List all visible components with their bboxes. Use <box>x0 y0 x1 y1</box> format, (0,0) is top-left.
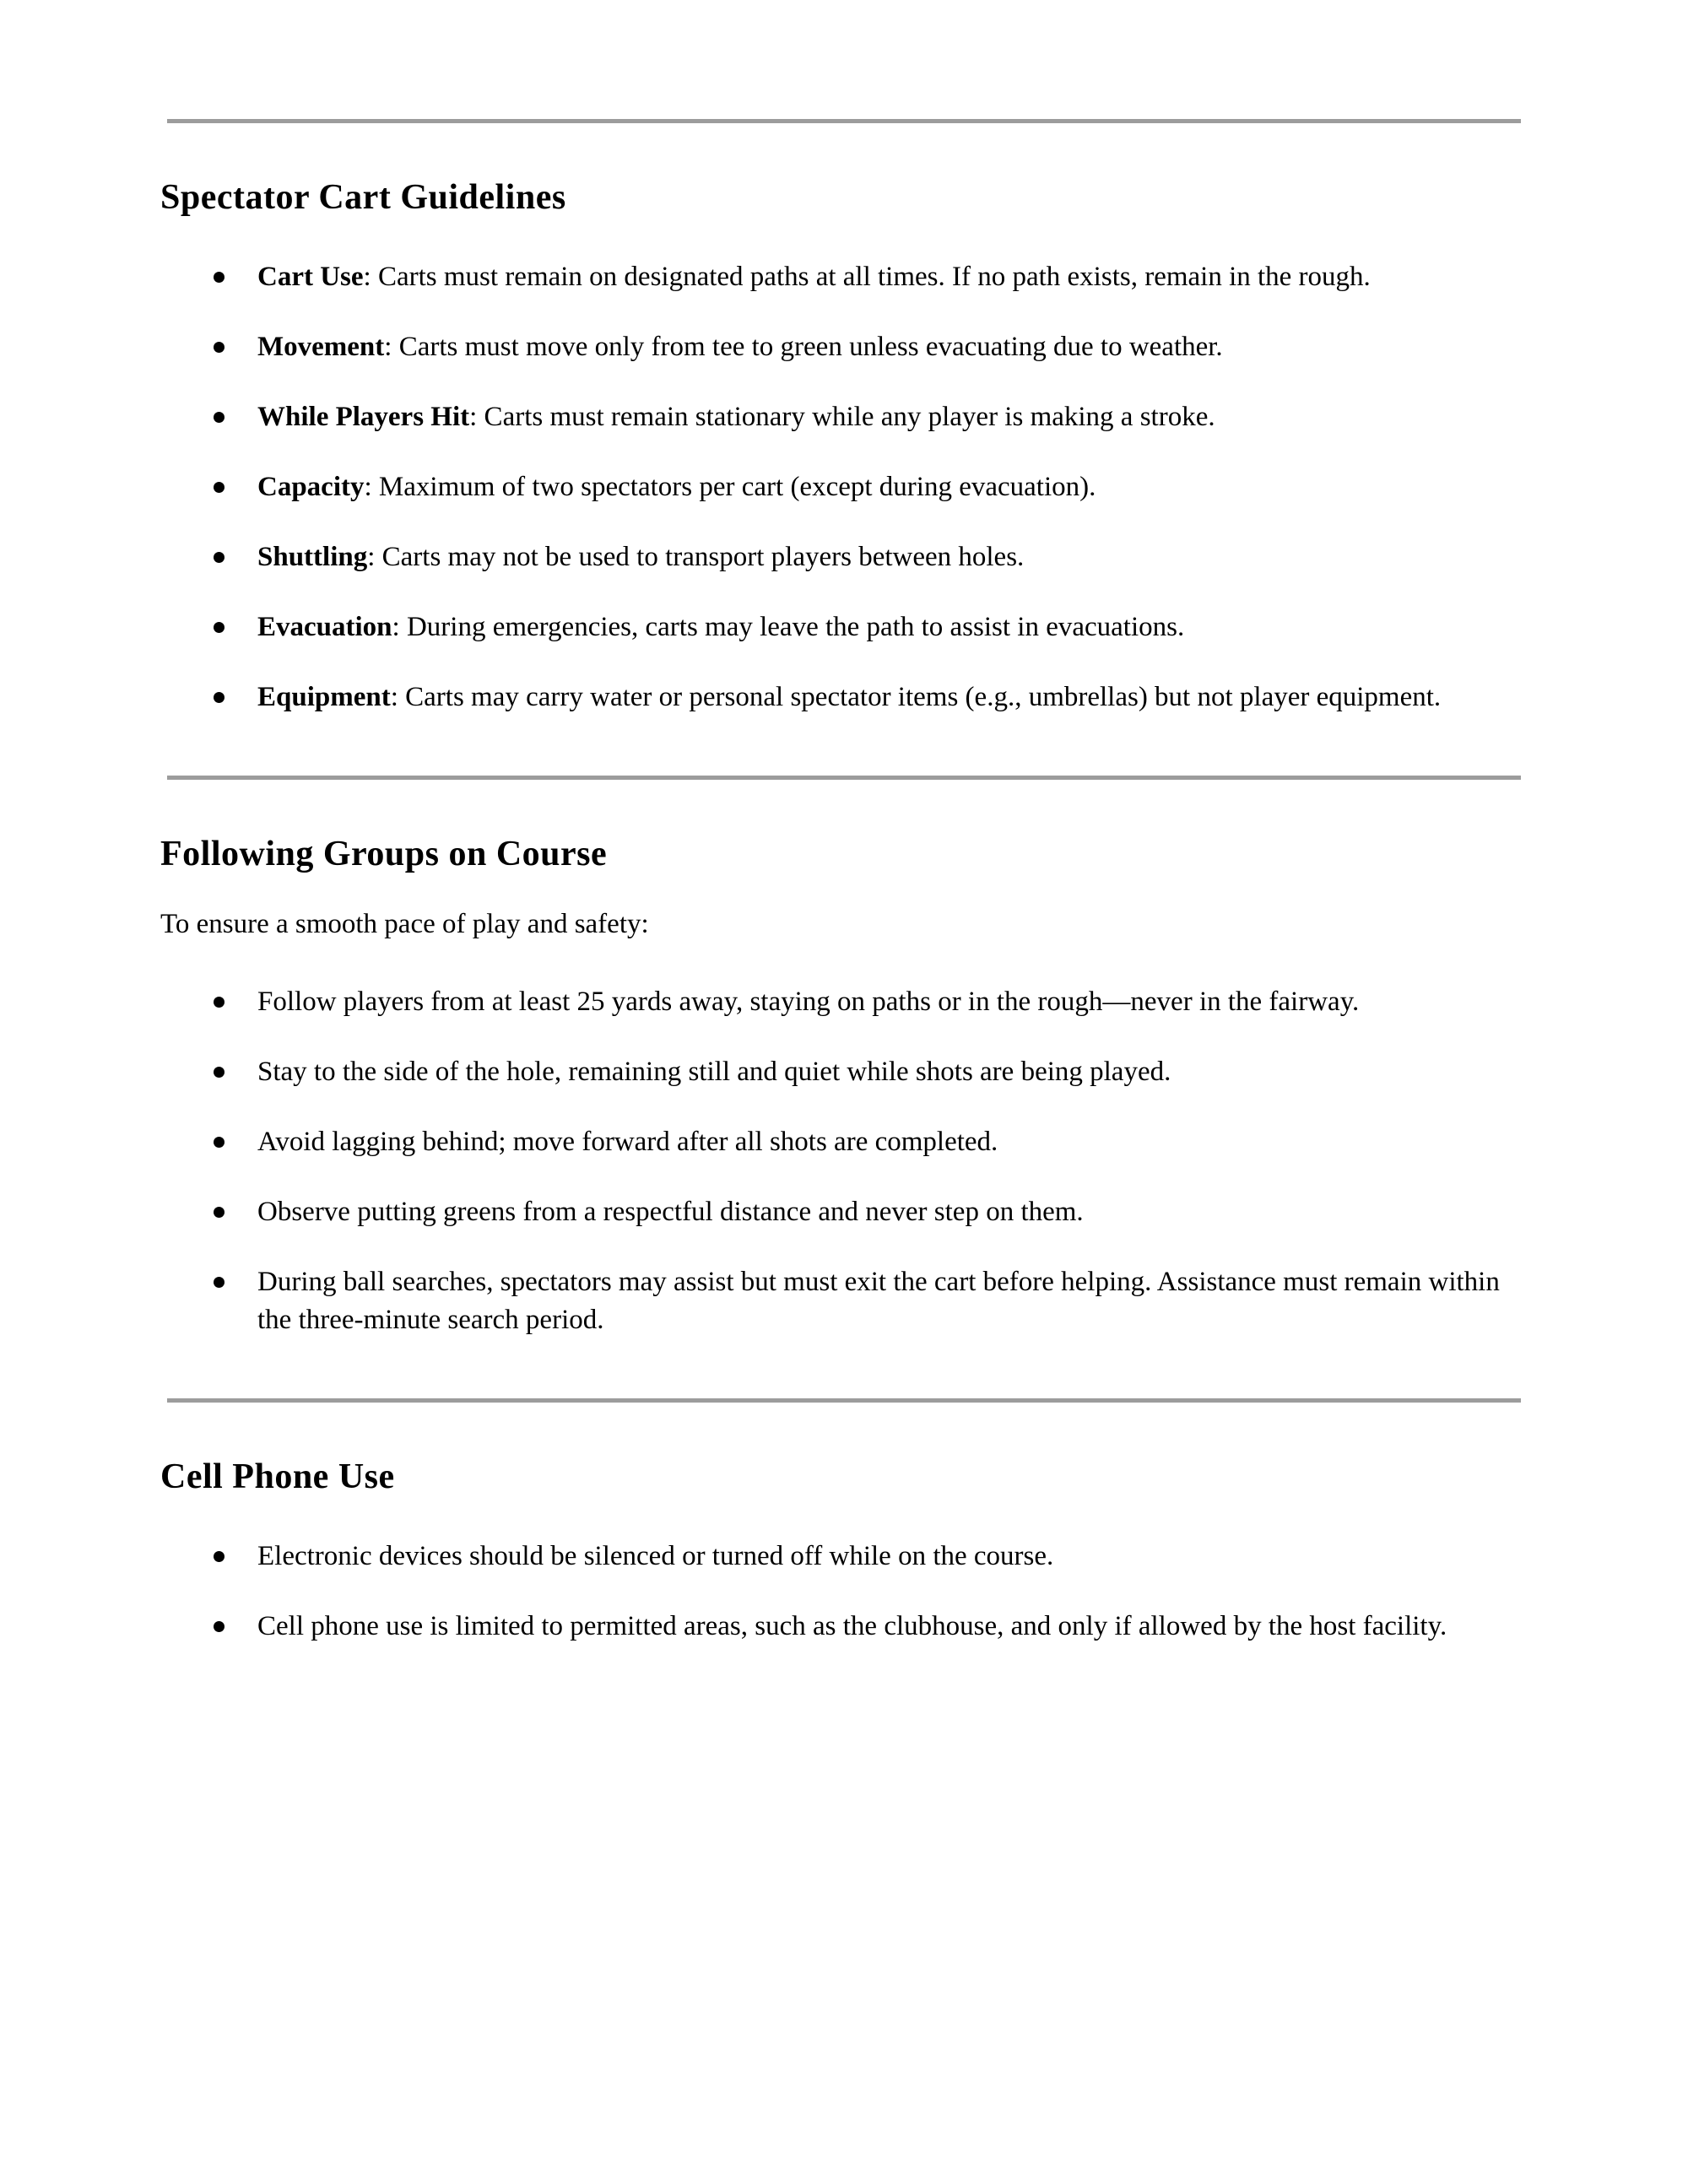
bullet-text: : Carts must remain stationary while any player is making a stroke. <box>469 402 1215 432</box>
list-item <box>257 1608 1528 1646</box>
bullet-text: Observe putting greens from a respectful distance and never step on them. <box>257 1197 1084 1227</box>
bullet-text: During ball searches, spectators may assist but must exit the cart before helping. Assistance must remain within the three-minute search period. <box>257 1267 1500 1335</box>
bullet-term: Cart Use <box>257 262 364 292</box>
document-content <box>160 119 1528 1646</box>
bullet-text: Avoid lagging behind; move forward after all shots are completed. <box>257 1127 998 1157</box>
list-item <box>257 1053 1528 1091</box>
bullet-text: Stay to the side of the hole, remaining still and quiet while shots are being played. <box>257 1057 1171 1087</box>
list-item <box>257 1123 1528 1161</box>
list-item <box>257 398 1528 436</box>
section-divider <box>167 776 1521 780</box>
section-heading-following-groups-on-course: Following Groups on Course <box>160 835 608 873</box>
bullet-text: : Maximum of two spectators per cart (except during evacuation). <box>364 472 1096 502</box>
section-divider <box>167 1398 1521 1403</box>
bullet-term: Equipment <box>257 682 391 712</box>
bullet-text: : Carts may carry water or personal spectator items (e.g., umbrellas) but not player equipment. <box>390 682 1442 712</box>
bullet-text: : Carts must move only from tee to green unless evacuating due to weather. <box>384 332 1223 362</box>
bullet-text: : During emergencies, carts may leave the path to assist in evacuations. <box>392 612 1185 642</box>
bullet-term: Movement <box>257 332 385 362</box>
spectator-cart-guidelines-list <box>160 258 1528 716</box>
bullet-text: Follow players from at least 25 yards away, staying on paths or in the rough—never in the fairway. <box>257 987 1360 1017</box>
list-item <box>257 608 1528 646</box>
bullet-term: Evacuation <box>257 612 392 642</box>
bullet-text: : Carts must remain on designated paths at all times. If no path exists, remain in the rough. <box>363 262 1371 292</box>
following-groups-list <box>160 983 1528 1339</box>
list-item <box>257 983 1528 1021</box>
section-heading-spectator-cart-guidelines: Spectator Cart Guidelines <box>160 178 566 217</box>
section-intro-text: To ensure a smooth pace of play and safety: <box>160 909 649 939</box>
list-item <box>257 678 1528 716</box>
section-divider <box>167 119 1521 123</box>
list-item <box>257 328 1528 366</box>
section-heading-cell-phone-use: Cell Phone Use <box>160 1457 395 1496</box>
list-item <box>257 258 1528 296</box>
bullet-term: Shuttling <box>257 542 368 572</box>
bullet-text: Cell phone use is limited to permitted areas, such as the clubhouse, and only if allowed by the host facility. <box>257 1611 1447 1641</box>
bullet-term: While Players Hit <box>257 402 470 432</box>
list-item <box>257 1193 1528 1231</box>
list-item <box>257 1263 1528 1339</box>
cell-phone-use-list <box>160 1538 1528 1646</box>
list-item <box>257 538 1528 576</box>
list-item <box>257 468 1528 506</box>
list-item <box>257 1538 1528 1576</box>
bullet-text: : Carts may not be used to transport players between holes. <box>367 542 1025 572</box>
bullet-text: Electronic devices should be silenced or turned off while on the course. <box>257 1541 1054 1571</box>
bullet-term: Capacity <box>257 472 365 502</box>
